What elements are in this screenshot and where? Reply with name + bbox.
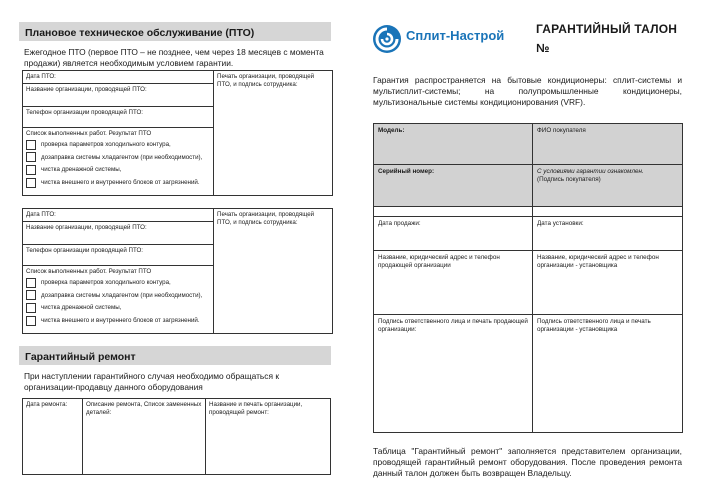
- install-date-cell[interactable]: Дата установки:: [533, 217, 683, 251]
- warranty-table: [373, 123, 683, 433]
- pto-intro-text: Ежегодное ПТО (первое ПТО – не позднее, чем через 18 месяцев с момента продажи) является необходимым условием гарантии.: [24, 47, 324, 68]
- spacer-cell: [374, 207, 533, 217]
- footer-note: Таблица "Гарантийный ремонт" заполняется представителем организации, проводящей гарантийный ремонт оборудования. После проведения ремонта данный талон должен быть возвращен Владельцу.: [373, 446, 682, 478]
- model-cell[interactable]: Модель:: [374, 124, 533, 165]
- seller-info-cell[interactable]: Название, юридический адрес и телефон продающей организации: [374, 251, 533, 315]
- repair-section-header: Гарантийный ремонт: [19, 346, 331, 365]
- title-number: №: [536, 41, 550, 55]
- pto-org-name-cell[interactable]: Название организации, проводящей ПТО:: [23, 221, 214, 244]
- swirl-logo-icon: [372, 24, 402, 54]
- pto-works-cell: Список выполненных работ. Результат ПТО проверка параметров холодильного контура, дозаправка системы хладагентом (при необходимости), чистка дренажной системы, чистка внешнего и внутреннего блоков от загрязнений.: [23, 127, 214, 195]
- pto-stamp-cell[interactable]: Печать организации, проводящей ПТО, и подпись сотрудника:: [214, 71, 333, 196]
- repair-intro-text: При наступлении гарантийного случая необходимо обращаться к организации-продавцу данного оборудования: [24, 371, 279, 392]
- pto-table-1: [22, 70, 333, 196]
- pto-date-cell[interactable]: Дата ПТО:: [23, 71, 214, 84]
- pto-org-name-cell[interactable]: Название организации, проводящей ПТО:: [23, 83, 214, 106]
- checkbox[interactable]: [26, 316, 36, 326]
- checkbox[interactable]: [26, 303, 36, 313]
- checkbox[interactable]: [26, 290, 36, 300]
- checkbox[interactable]: [26, 178, 36, 188]
- warranty-intro-text: Гарантия распространяется на бытовые кондиционеры: сплит-системы и мультисплит-системы; на полупромышленные кондиционеры, мультизональные системы кондиционирования (VRF).: [373, 75, 682, 107]
- sale-date-cell[interactable]: Дата продажи:: [374, 217, 533, 251]
- checkbox[interactable]: [26, 278, 36, 288]
- pto-stamp-cell[interactable]: Печать организации, проводящей ПТО, и подпись сотрудника:: [214, 209, 333, 334]
- repair-org-cell[interactable]: Название и печать организации, проводящей ремонт:: [206, 399, 331, 475]
- pto-org-phone-cell[interactable]: Телефон организации проводящей ПТО:: [23, 106, 214, 127]
- checkbox[interactable]: [26, 165, 36, 175]
- pto-table-2: [22, 208, 333, 334]
- installer-info-cell[interactable]: Название, юридический адрес и телефон организации - установщика: [533, 251, 683, 315]
- pto-works-cell: Список выполненных работ. Результат ПТО проверка параметров холодильного контура, дозаправка системы хладагентом (при необходимости), чистка дренажной системы, чистка внешнего и внутреннего блоков от загрязнений.: [23, 265, 214, 333]
- spacer-cell: [533, 207, 683, 217]
- serial-cell[interactable]: Серийный номер:: [374, 165, 533, 207]
- buyer-name-cell[interactable]: ФИО покупателя: [533, 124, 683, 165]
- repair-desc-cell[interactable]: Описание ремонта, Список замененных деталей:: [83, 399, 206, 475]
- installer-sign-cell[interactable]: Подпись ответственного лица и печать организации - установщика: [533, 315, 683, 433]
- pto-date-cell[interactable]: Дата ПТО:: [23, 209, 214, 222]
- page-title: ГАРАНТИЙНЫЙ ТАЛОН: [536, 22, 678, 36]
- checkbox[interactable]: [26, 140, 36, 150]
- pto-section-header: Плановое техническое обслуживание (ПТО): [19, 22, 331, 41]
- seller-sign-cell[interactable]: Подпись ответственного лица и печать продающей организации:: [374, 315, 533, 433]
- pto-org-phone-cell[interactable]: Телефон организации проводящей ПТО:: [23, 244, 214, 265]
- repair-table: [22, 398, 331, 475]
- checkbox[interactable]: [26, 152, 36, 162]
- buyer-sign-cell[interactable]: С условиями гарантии ознакомлен. (Подпись покупателя): [533, 165, 683, 207]
- logo-text: Сплит-Настрой: [406, 28, 505, 43]
- repair-date-cell[interactable]: Дата ремонта:: [23, 399, 83, 475]
